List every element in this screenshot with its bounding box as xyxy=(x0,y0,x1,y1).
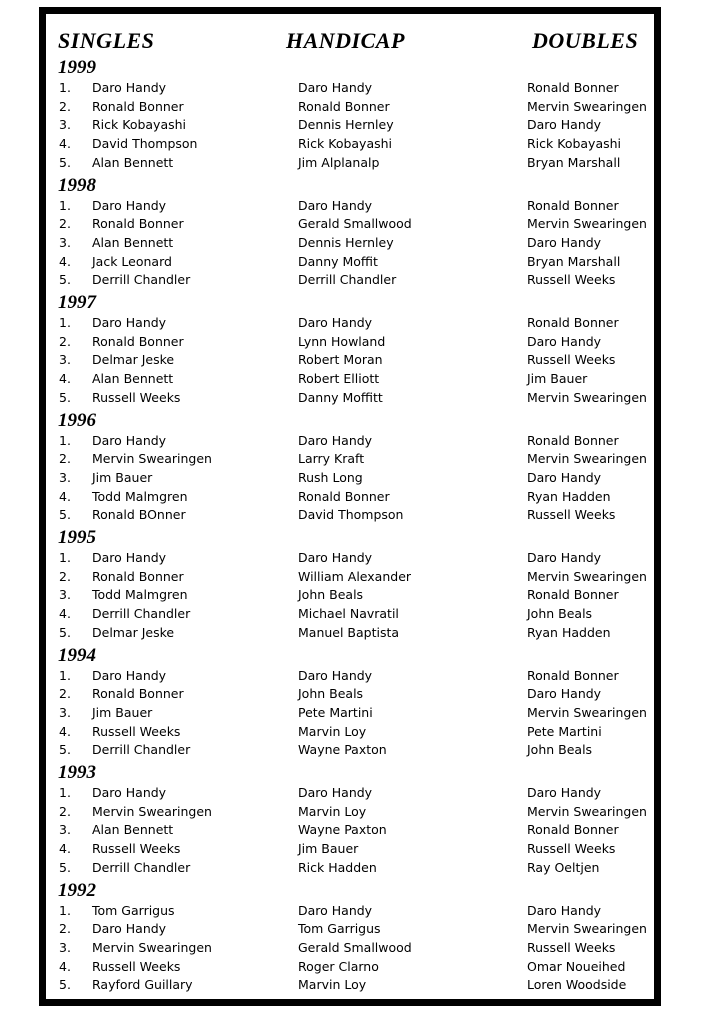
rank-number: 1. xyxy=(59,315,71,330)
handicap-name: Manuel Baptista xyxy=(298,624,400,640)
singles-name: Ronald Bonner xyxy=(92,98,184,114)
rank-number: 5. xyxy=(59,624,71,640)
handicap-name: John Beals xyxy=(298,686,364,702)
doubles-name: Mervin Swearingen xyxy=(527,921,647,937)
result-row xyxy=(46,215,654,234)
doubles-name: Daro Handy xyxy=(527,785,602,800)
result-row xyxy=(46,803,654,822)
singles-name: Alan Bennett xyxy=(92,234,174,250)
handicap-name: Michael Navratil xyxy=(298,606,399,622)
rank-number: 3. xyxy=(59,469,71,485)
doubles-name: Rick Kobayashi xyxy=(527,136,622,152)
year-heading: 1993 xyxy=(58,762,96,783)
singles-name: Tom Garrigus xyxy=(92,902,175,918)
result-row xyxy=(46,624,654,643)
handicap-name: Lynn Howland xyxy=(298,333,386,349)
singles-name: Ronald Bonner xyxy=(92,686,184,702)
doubles-name: Mervin Swearingen xyxy=(527,389,647,405)
result-row xyxy=(46,784,654,803)
result-row xyxy=(46,958,654,977)
handicap-name: Pete Martini xyxy=(298,704,373,720)
rank-number: 2. xyxy=(59,98,71,114)
year-list xyxy=(46,57,654,997)
rank-number: 1. xyxy=(59,785,71,800)
doubles-name: Daro Handy xyxy=(527,686,602,702)
singles-name: Mervin Swearingen xyxy=(92,803,212,819)
result-row xyxy=(46,723,654,742)
doubles-name: Ray Oeltjen xyxy=(527,859,600,875)
rank-number: 5. xyxy=(59,154,71,170)
handicap-name: Dennis Hernley xyxy=(298,117,394,133)
handicap-name: Larry Kraft xyxy=(298,451,365,467)
doubles-name: Daro Handy xyxy=(527,117,602,133)
doubles-name: Ryan Hadden xyxy=(527,624,611,640)
doubles-name: Ronald Bonner xyxy=(527,432,619,448)
singles-name: Daro Handy xyxy=(92,550,167,565)
singles-name: Todd Malmgren xyxy=(92,488,188,504)
rank-number: 4. xyxy=(59,958,71,974)
singles-name: Jim Bauer xyxy=(92,704,153,720)
result-row xyxy=(46,920,654,939)
handicap-name: Daro Handy xyxy=(298,785,373,800)
rank-number: 3. xyxy=(59,704,71,720)
doubles-name: Russell Weeks xyxy=(527,352,616,368)
singles-name: Daro Handy xyxy=(92,921,167,937)
doubles-name: Ronald Bonner xyxy=(527,822,619,838)
result-row xyxy=(46,389,654,408)
rank-number: 5. xyxy=(59,389,71,405)
year-heading: 1995 xyxy=(58,527,96,548)
singles-name: Ronald Bonner xyxy=(92,333,184,349)
result-row xyxy=(46,549,654,568)
singles-name: Derrill Chandler xyxy=(92,272,191,288)
rank-number: 5. xyxy=(59,859,71,875)
handicap-name: Marvin Loy xyxy=(298,977,367,993)
singles-name: Daro Handy xyxy=(92,667,167,683)
year-section xyxy=(46,527,654,645)
rank-number: 2. xyxy=(59,451,71,467)
rank-number: 2. xyxy=(59,333,71,349)
handicap-name: Daro Handy xyxy=(298,432,373,448)
result-row xyxy=(46,859,654,878)
result-row xyxy=(46,488,654,507)
rank-number: 4. xyxy=(59,841,71,857)
year-section xyxy=(46,175,654,293)
rank-number: 3. xyxy=(59,587,71,603)
result-row xyxy=(46,506,654,525)
result-row xyxy=(46,939,654,958)
column-headers xyxy=(46,28,654,56)
result-row xyxy=(46,685,654,704)
handicap-name: Ronald Bonner xyxy=(298,98,390,114)
singles-name: Delmar Jeske xyxy=(92,624,175,640)
year-heading: 1998 xyxy=(58,174,96,196)
result-row xyxy=(46,586,654,605)
singles-name: Ronald BOnner xyxy=(92,507,186,523)
handicap-name: Danny Moffit xyxy=(298,253,378,269)
singles-name: Russell Weeks xyxy=(92,958,181,974)
handicap-name: Daro Handy xyxy=(298,667,373,683)
result-row xyxy=(46,840,654,859)
rank-number: 1. xyxy=(59,80,71,95)
rank-number: 5. xyxy=(59,272,71,288)
handicap-name: William Alexander xyxy=(298,568,412,584)
rank-number: 1. xyxy=(59,432,71,448)
rank-number: 2. xyxy=(59,568,71,584)
handicap-header: HANDICAP xyxy=(286,28,405,53)
doubles-name: Mervin Swearingen xyxy=(527,98,647,114)
rank-number: 4. xyxy=(59,253,71,269)
rank-number: 3. xyxy=(59,117,71,133)
year-heading: 1999 xyxy=(58,57,96,78)
result-row xyxy=(46,704,654,723)
singles-name: Alan Bennett xyxy=(92,371,174,387)
handicap-name: Danny Moffitt xyxy=(298,389,383,405)
year-heading: 1992 xyxy=(58,879,96,901)
doubles-name: Loren Woodside xyxy=(527,977,627,993)
doubles-name: Ryan Hadden xyxy=(527,488,611,504)
rank-number: 4. xyxy=(59,136,71,152)
rank-number: 1. xyxy=(59,667,71,683)
result-row xyxy=(46,154,654,173)
rank-number: 4. xyxy=(59,371,71,387)
handicap-name: Daro Handy xyxy=(298,315,373,330)
doubles-name: Pete Martini xyxy=(527,723,602,739)
rank-number: 1. xyxy=(59,197,71,213)
result-row xyxy=(46,741,654,760)
doubles-name: Ronald Bonner xyxy=(527,587,619,603)
handicap-name: Gerald Smallwood xyxy=(298,939,412,955)
singles-name: David Thompson xyxy=(92,136,198,152)
singles-name: Rayford Guillary xyxy=(92,977,193,993)
result-row xyxy=(46,568,654,587)
result-row xyxy=(46,667,654,686)
handicap-name: Daro Handy xyxy=(298,197,373,213)
singles-name: Derrill Chandler xyxy=(92,742,191,758)
singles-name: Derrill Chandler xyxy=(92,606,191,622)
doubles-name: Ronald Bonner xyxy=(527,315,619,330)
singles-name: Alan Bennett xyxy=(92,822,174,838)
singles-header: SINGLES xyxy=(58,28,155,53)
singles-name: Russell Weeks xyxy=(92,723,181,739)
handicap-name: Rick Kobayashi xyxy=(298,136,393,152)
rank-number: 4. xyxy=(59,488,71,504)
result-row xyxy=(46,98,654,117)
results-frame xyxy=(39,7,661,1006)
doubles-name: John Beals xyxy=(527,742,593,758)
doubles-name: Ronald Bonner xyxy=(527,667,619,683)
singles-name: Ronald Bonner xyxy=(92,568,184,584)
handicap-name: Marvin Loy xyxy=(298,723,367,739)
doubles-name: Russell Weeks xyxy=(527,507,616,523)
handicap-name: Daro Handy xyxy=(298,80,373,95)
rank-number: 2. xyxy=(59,803,71,819)
result-row xyxy=(46,351,654,370)
year-section xyxy=(46,645,654,763)
doubles-name: Daro Handy xyxy=(527,234,602,250)
singles-name: Mervin Swearingen xyxy=(92,451,212,467)
singles-name: Daro Handy xyxy=(92,80,167,95)
result-row xyxy=(46,450,654,469)
singles-name: Jack Leonard xyxy=(92,253,172,269)
doubles-name: Daro Handy xyxy=(527,550,602,565)
singles-name: Todd Malmgren xyxy=(92,587,188,603)
doubles-name: Mervin Swearingen xyxy=(527,704,647,720)
doubles-name: Ronald Bonner xyxy=(527,80,619,95)
handicap-name: Roger Clarno xyxy=(298,958,379,974)
handicap-name: David Thompson xyxy=(298,507,404,523)
singles-name: Ronald Bonner xyxy=(92,216,184,232)
result-row xyxy=(46,79,654,98)
singles-name: Delmar Jeske xyxy=(92,352,175,368)
handicap-name: Daro Handy xyxy=(298,550,373,565)
doubles-name: Daro Handy xyxy=(527,333,602,349)
year-heading: 1997 xyxy=(58,292,96,313)
singles-name: Daro Handy xyxy=(92,432,167,448)
rank-number: 1. xyxy=(59,550,71,565)
handicap-name: Daro Handy xyxy=(298,902,373,918)
year-section xyxy=(46,57,654,175)
doubles-name: Daro Handy xyxy=(527,902,602,918)
rank-number: 3. xyxy=(59,234,71,250)
result-row xyxy=(46,902,654,921)
handicap-name: Robert Elliott xyxy=(298,371,380,387)
doubles-name: Bryan Marshall xyxy=(527,253,621,269)
result-row xyxy=(46,253,654,272)
doubles-name: Russell Weeks xyxy=(527,841,616,857)
rank-number: 5. xyxy=(59,507,71,523)
year-section xyxy=(46,410,654,528)
handicap-name: Marvin Loy xyxy=(298,803,367,819)
rank-number: 5. xyxy=(59,742,71,758)
result-row xyxy=(46,469,654,488)
result-row xyxy=(46,314,654,333)
rank-number: 2. xyxy=(59,921,71,937)
doubles-header: DOUBLES xyxy=(532,28,639,53)
handicap-name: Gerald Smallwood xyxy=(298,216,412,232)
year-section xyxy=(46,880,654,998)
result-row xyxy=(46,370,654,389)
handicap-name: Wayne Paxton xyxy=(298,822,387,838)
singles-name: Russell Weeks xyxy=(92,841,181,857)
doubles-name: Russell Weeks xyxy=(527,272,616,288)
rank-number: 2. xyxy=(59,216,71,232)
singles-name: Daro Handy xyxy=(92,197,167,213)
handicap-name: Rick Hadden xyxy=(298,859,377,875)
handicap-name: Rush Long xyxy=(298,469,363,485)
handicap-name: Derrill Chandler xyxy=(298,272,397,288)
handicap-name: Ronald Bonner xyxy=(298,488,390,504)
year-section xyxy=(46,292,654,410)
doubles-name: Bryan Marshall xyxy=(527,154,621,170)
singles-name: Jim Bauer xyxy=(92,469,153,485)
singles-name: Daro Handy xyxy=(92,315,167,330)
rank-number: 3. xyxy=(59,352,71,368)
rank-number: 5. xyxy=(59,977,71,993)
singles-name: Russell Weeks xyxy=(92,389,181,405)
handicap-name: Robert Moran xyxy=(298,352,383,368)
doubles-name: Mervin Swearingen xyxy=(527,568,647,584)
rank-number: 4. xyxy=(59,606,71,622)
result-row xyxy=(46,271,654,290)
rank-number: 3. xyxy=(59,822,71,838)
handicap-name: Dennis Hernley xyxy=(298,234,394,250)
doubles-name: Mervin Swearingen xyxy=(527,451,647,467)
handicap-name: John Beals xyxy=(298,587,364,603)
doubles-name: Daro Handy xyxy=(527,469,602,485)
doubles-name: Mervin Swearingen xyxy=(527,803,647,819)
year-heading: 1994 xyxy=(58,644,96,666)
singles-name: Derrill Chandler xyxy=(92,859,191,875)
result-row xyxy=(46,432,654,451)
singles-name: Daro Handy xyxy=(92,785,167,800)
handicap-name: Wayne Paxton xyxy=(298,742,387,758)
handicap-name: Tom Garrigus xyxy=(298,921,381,937)
handicap-name: Jim Alplanalp xyxy=(298,154,380,170)
year-section xyxy=(46,762,654,880)
doubles-name: Russell Weeks xyxy=(527,939,616,955)
doubles-name: Omar Noueihed xyxy=(527,958,626,974)
handicap-name: Jim Bauer xyxy=(298,841,359,857)
doubles-name: Mervin Swearingen xyxy=(527,216,647,232)
year-heading: 1996 xyxy=(58,409,96,431)
doubles-name: John Beals xyxy=(527,606,593,622)
doubles-name: Jim Bauer xyxy=(527,371,588,387)
rank-number: 1. xyxy=(59,902,71,918)
result-row xyxy=(46,197,654,216)
result-row xyxy=(46,333,654,352)
doubles-name: Ronald Bonner xyxy=(527,197,619,213)
result-row xyxy=(46,605,654,624)
result-row xyxy=(46,135,654,154)
rank-number: 4. xyxy=(59,723,71,739)
result-row xyxy=(46,821,654,840)
result-row xyxy=(46,116,654,135)
singles-name: Mervin Swearingen xyxy=(92,939,212,955)
singles-name: Alan Bennett xyxy=(92,154,174,170)
result-row xyxy=(46,234,654,253)
singles-name: Rick Kobayashi xyxy=(92,117,187,133)
rank-number: 2. xyxy=(59,686,71,702)
rank-number: 3. xyxy=(59,939,71,955)
result-row xyxy=(46,976,654,995)
